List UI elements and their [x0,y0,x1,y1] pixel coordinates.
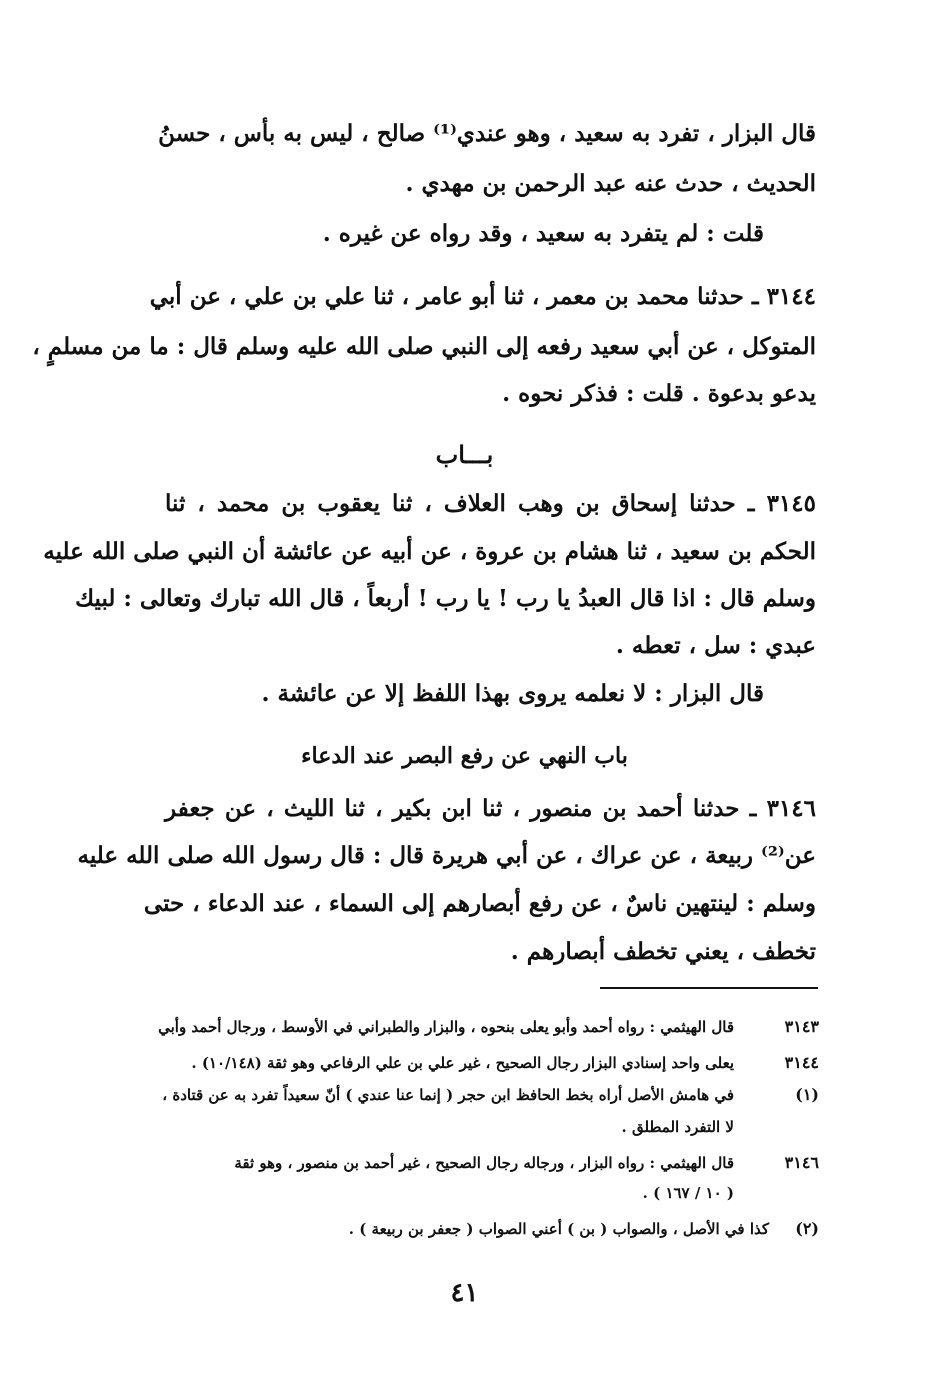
hadith-3145-line-5: قال البزار : لا نعلمه يروى بهذا اللفظ إلا عن عائشة . [261,680,764,707]
hadith-3144-line-1: ٣١٤٤ ـ حدثنا محمد بن معمر ، ثنا أبو عامر ، ثنا علي بن علي ، عن أبي [149,283,816,310]
hadith-3144-line-2: المتوكل ، عن أبي سعيد رفعه إلى النبي صلى الله عليه وسلم قال : ما من مسلمٍ ، [32,333,816,360]
body-line-1: قال البزار ، تفرد به سعيد ، وهو عندي⁽¹⁾ صالح ، ليس به بأس ، حسنُ [158,120,816,147]
footnote-text: لا التفرد المطلق . [621,1118,734,1136]
hadith-3145-line-4: عبدي : سل ، تعطه . [615,632,816,659]
footnote-text: قال الهيثمي : رواه البزار ، ورجاله رجال الصحيح ، غير أحمد بن منصور ، وهو ثقة [234,1154,734,1172]
body-line-2: الحديث ، حدث عنه عبد الرحمن بن مهدي . [405,170,816,197]
footnote-number: (٢) [795,1219,819,1238]
body-line-3: قلت : لم يتفرد به سعيد ، وقد رواه عن غيره . [322,220,764,247]
page-number: ٤١ [450,1278,479,1308]
hadith-3145-line-3: وسلم قال : اذا قال العبدُ يا رب ! يا رب ! أربعاً ، قال الله تبارك وتعالى : لبيك [75,585,816,612]
hadith-3144-line-3: يدعو بدعوة . قلت : فذكر نحوه . [502,380,816,407]
footnote-text: في هامش الأصل أراه بخط الحافظ ابن حجر ( إنما عنا عندي ) أنّ سعيداً تفرد به عن قتادة ، [162,1086,734,1104]
footnote-number: ٣١٤٦ [784,1153,819,1172]
chapter-heading-raising-gaze: باب النهي عن رفع البصر عند الدعاء [301,743,628,769]
chapter-heading-bab: بـــاب [435,440,494,469]
footnote-text: كذا في الأصل ، والصواب ( بن ) أعني الصواب ( جعفر بن ربيعة ) . [348,1220,769,1238]
hadith-3146-line-3: وسلم : لينتهين ناسٌ ، عن رفع أبصارهم إلى السماء ، عند الدعاء ، حتى [143,890,816,917]
footnote-number: ٣١٤٣ [784,1017,819,1036]
footnote-text: ( ١٠ / ١٦٧ ) . [642,1184,734,1202]
footnote-number: (١) [795,1085,819,1104]
hadith-3146-line-2: عن⁽²⁾ ربيعة ، عن عراك ، عن أبي هريرة قال : قال رسول الله صلى الله عليه [77,842,816,869]
hadith-3146-line-1: ٣١٤٦ ـ حدثنا أحمد بن منصور ، ثنا ابن بكير ، ثنا الليث ، عن جعفر [165,795,816,822]
hadith-3146-line-4: تخطف ، يعني تخطف أبصارهم . [510,938,816,965]
hadith-3145-line-1: ٣١٤٥ ـ حدثنا إسحاق بن وهب العلاف ، ثنا يعقوب بن محمد ، ثنا [165,490,816,517]
footnote-divider [600,987,818,989]
hadith-3145-line-2: الحكم بن سعيد ، ثنا هشام بن عروة ، عن أبيه عن عائشة أن النبي صلى الله عليه [43,538,816,565]
footnote-text: يعلى واحد إسنادي البزار رجال الصحيح ، غير علي بن علي الرفاعي وهو ثقة (١٠/١٤٨) . [191,1054,734,1072]
footnote-number: ٣١٤٤ [784,1053,819,1072]
footnote-text: قال الهيثمي : رواه أحمد وأبو يعلى بنحوه ، والبزار والطبراني في الأوسط ، ورجال أحمد وأبي [158,1018,734,1036]
